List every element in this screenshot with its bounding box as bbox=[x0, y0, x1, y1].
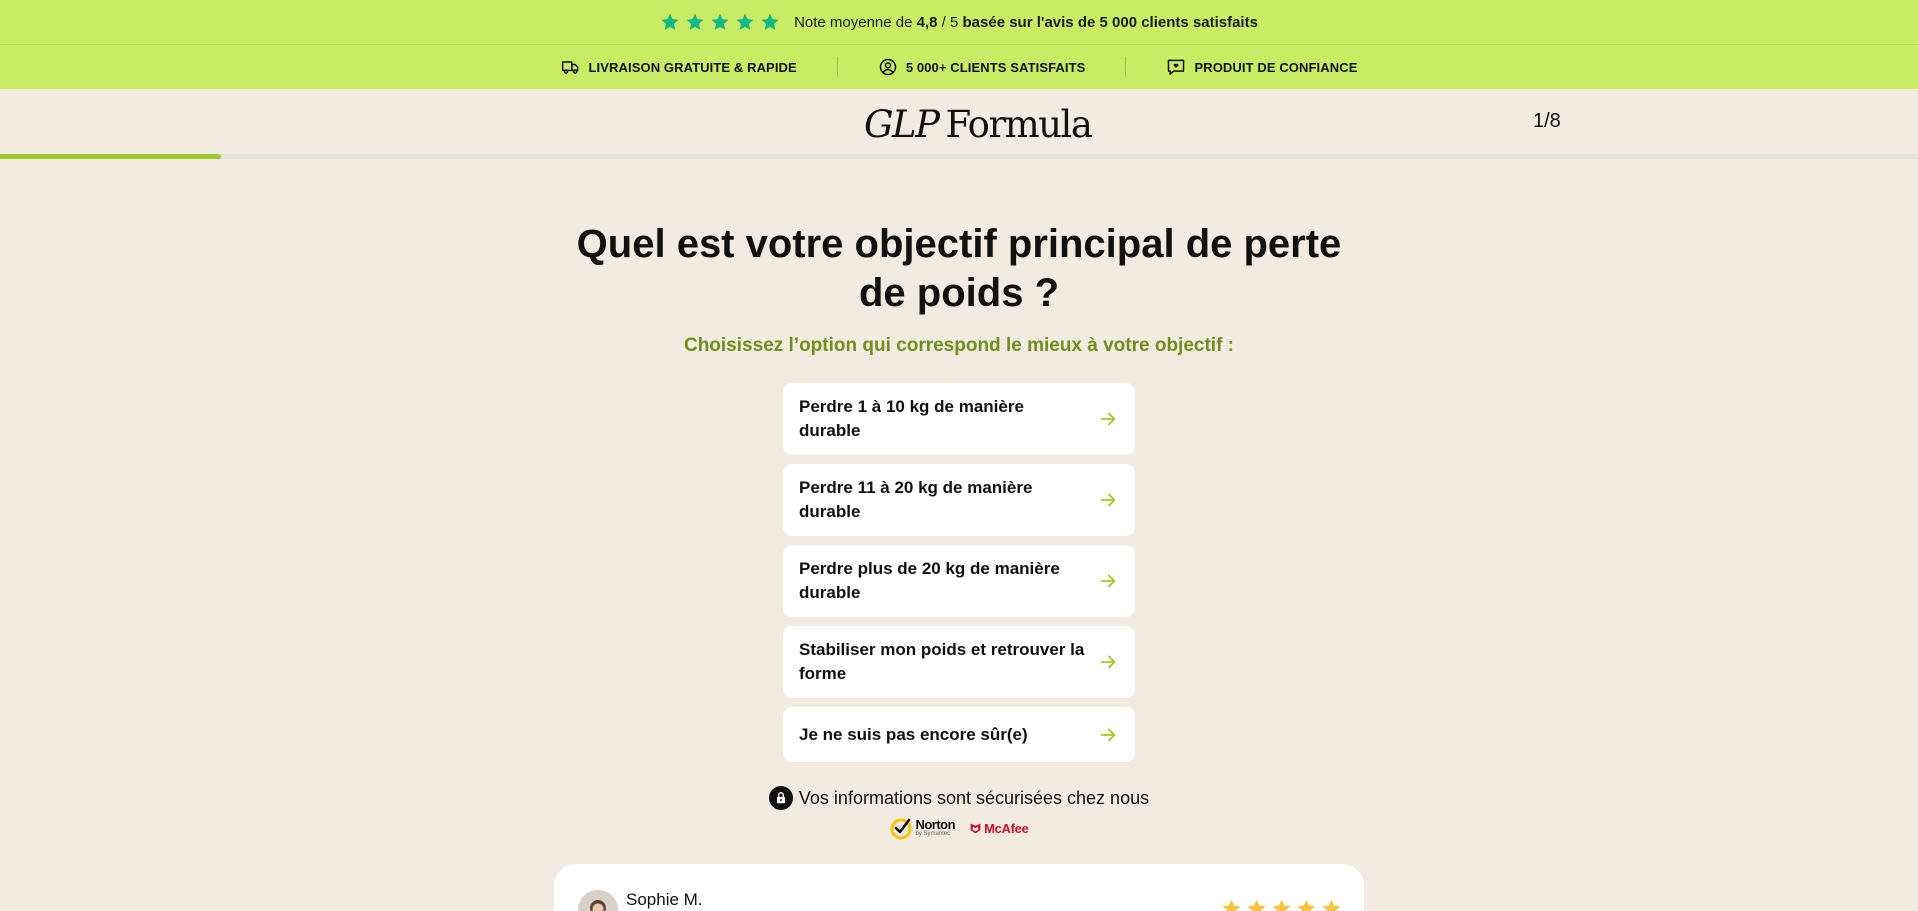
option-button[interactable] bbox=[783, 626, 1135, 698]
mcafee-shield-icon bbox=[969, 822, 982, 835]
question-title: Quel est votre objectif principal de perte de poids ? bbox=[576, 222, 1342, 315]
star-icon bbox=[1221, 898, 1242, 911]
feature-delivery bbox=[521, 57, 837, 77]
logo-part-glp: GLP bbox=[864, 103, 939, 146]
star-icon bbox=[710, 12, 730, 32]
option-button[interactable] bbox=[783, 383, 1135, 455]
option-label: Stabiliser mon poids et retrouver la forme bbox=[799, 640, 1085, 683]
option-button[interactable] bbox=[783, 545, 1135, 617]
lock-icon bbox=[769, 786, 793, 810]
quiz-section bbox=[0, 220, 1918, 840]
option-label: Je ne suis pas encore sûr(e) bbox=[799, 724, 1028, 744]
norton-check-icon bbox=[889, 816, 913, 840]
rating-scale: / 5 bbox=[937, 13, 963, 31]
star-icon bbox=[760, 12, 780, 32]
star-icon bbox=[685, 12, 705, 32]
reviewer-name: Sophie M. bbox=[626, 890, 703, 909]
security-notice bbox=[0, 786, 1918, 810]
norton-logo bbox=[889, 816, 955, 840]
avatar bbox=[578, 890, 618, 911]
arrow-right-icon bbox=[1097, 570, 1119, 592]
rating-banner bbox=[0, 0, 1918, 45]
arrow-right-icon bbox=[1097, 651, 1119, 673]
feature-label: LIVRAISON GRATUITE & RAPIDE bbox=[588, 59, 797, 75]
star-icon bbox=[1321, 898, 1342, 911]
star-icon bbox=[735, 12, 755, 32]
step-counter: 1/8 bbox=[1533, 110, 1561, 132]
trust-badges bbox=[0, 816, 1918, 840]
star-icon bbox=[1271, 898, 1292, 911]
option-button[interactable] bbox=[783, 707, 1135, 762]
header bbox=[0, 89, 1918, 155]
option-label: Perdre plus de 20 kg de manière durable bbox=[799, 559, 1060, 602]
feature-customers bbox=[837, 57, 1126, 77]
message-heart-icon bbox=[1166, 57, 1186, 77]
feature-label: 5 000+ CLIENTS SATISFAITS bbox=[905, 59, 1086, 75]
security-text: Vos informations sont sécurisées chez nous bbox=[798, 787, 1150, 808]
mcafee-name: McAfee bbox=[984, 820, 1029, 836]
options-list bbox=[783, 383, 1135, 762]
norton-name: Norton bbox=[915, 817, 956, 832]
rating-prefix: Note moyenne de bbox=[794, 13, 917, 31]
option-label: Perdre 11 à 20 kg de manière durable bbox=[799, 478, 1033, 521]
progress-bar bbox=[0, 154, 1918, 159]
norton-subtitle: by Symantec bbox=[915, 831, 951, 837]
arrow-right-icon bbox=[1097, 724, 1119, 746]
star-icon bbox=[660, 12, 680, 32]
star-icon bbox=[1246, 898, 1267, 911]
feature-trust bbox=[1125, 57, 1397, 77]
rating-suffix: basée sur l'avis de 5 000 clients satisfaits bbox=[962, 13, 1258, 31]
review-stars bbox=[1221, 898, 1342, 911]
features-bar bbox=[0, 45, 1918, 89]
feature-label: PRODUIT DE CONFIANCE bbox=[1194, 59, 1358, 75]
question-subtitle: Choisissez l’option qui correspond le mieux à votre objectif : bbox=[683, 335, 1235, 356]
arrow-right-icon bbox=[1097, 408, 1119, 430]
logo[interactable] bbox=[864, 103, 1091, 146]
user-circle-icon bbox=[878, 57, 898, 77]
rating-text bbox=[794, 14, 1258, 31]
mcafee-logo bbox=[969, 821, 1028, 836]
option-label: Perdre 1 à 10 kg de manière durable bbox=[799, 397, 1024, 440]
rating-stars bbox=[660, 12, 780, 32]
truck-icon bbox=[561, 57, 581, 77]
review-card bbox=[554, 864, 1364, 911]
arrow-right-icon bbox=[1097, 489, 1119, 511]
progress-fill bbox=[0, 154, 221, 159]
logo-part-formula: Formula bbox=[945, 103, 1092, 146]
star-icon bbox=[1296, 898, 1317, 911]
option-button[interactable] bbox=[783, 464, 1135, 536]
rating-value: 4,8 bbox=[916, 13, 938, 31]
